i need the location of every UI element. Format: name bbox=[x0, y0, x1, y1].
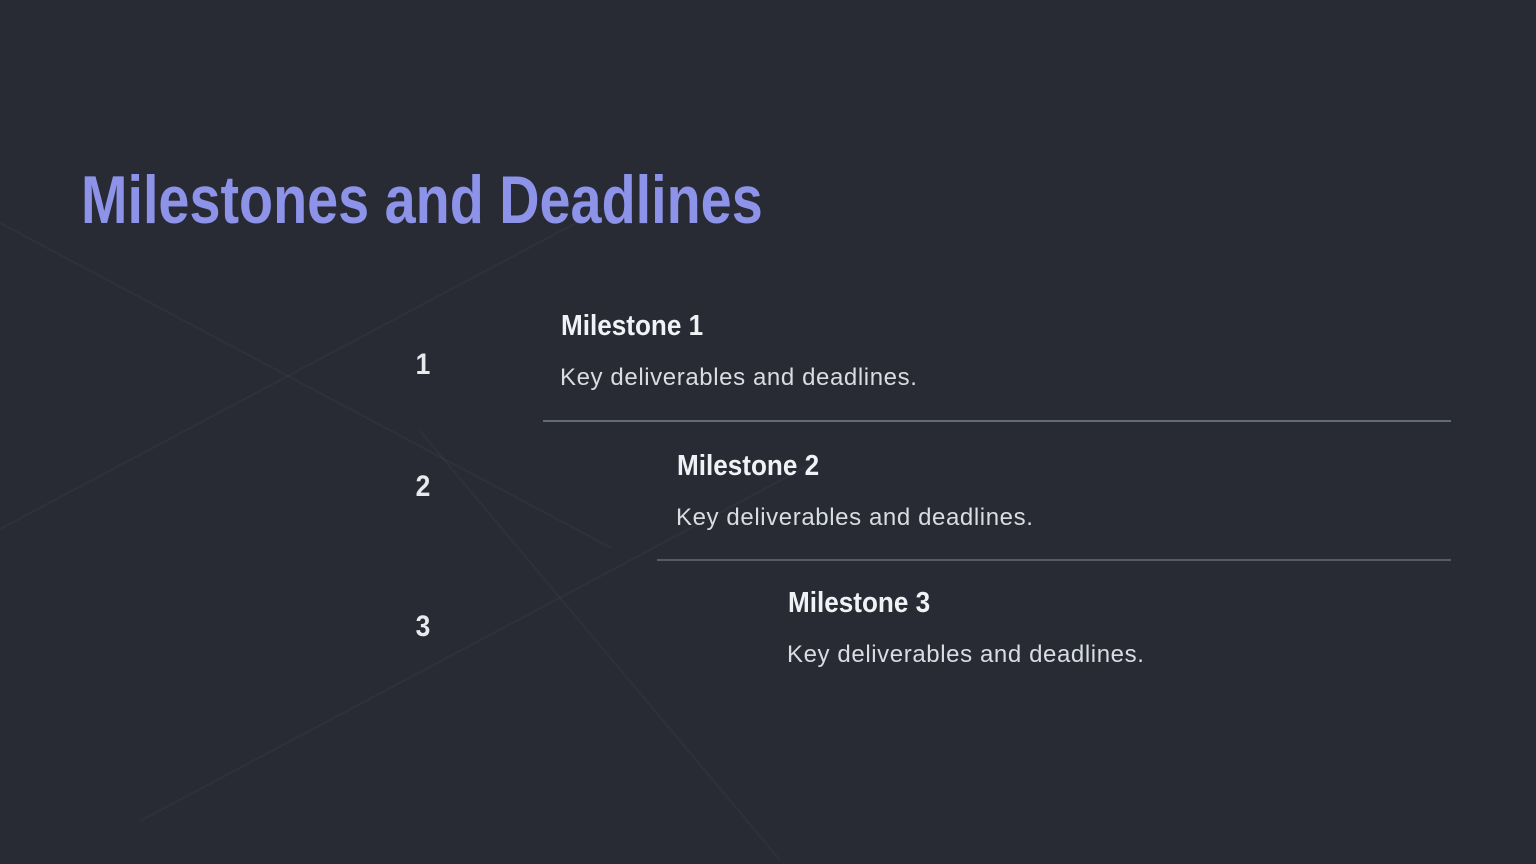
milestone-1-title: Milestone 1 bbox=[561, 310, 704, 342]
milestone-3-title: Milestone 3 bbox=[788, 587, 931, 619]
milestone-2-number: 2 bbox=[415, 470, 431, 503]
milestone-3-number: 3 bbox=[415, 610, 431, 643]
background-diagonal-line bbox=[0, 203, 612, 562]
milestone-1-number: 1 bbox=[415, 348, 431, 381]
milestone-2-description: Key deliverables and deadlines. bbox=[676, 504, 1034, 531]
milestone-2-title: Milestone 2 bbox=[677, 450, 820, 482]
background-diagonal-line bbox=[419, 430, 780, 860]
milestone-2-divider bbox=[657, 559, 1451, 561]
milestone-1-description: Key deliverables and deadlines. bbox=[560, 364, 918, 391]
milestone-3-description: Key deliverables and deadlines. bbox=[787, 641, 1145, 668]
background-diagonal-line bbox=[0, 190, 612, 549]
slide-title: Milestones and Deadlines bbox=[81, 162, 763, 238]
milestone-1-divider bbox=[543, 420, 1451, 422]
